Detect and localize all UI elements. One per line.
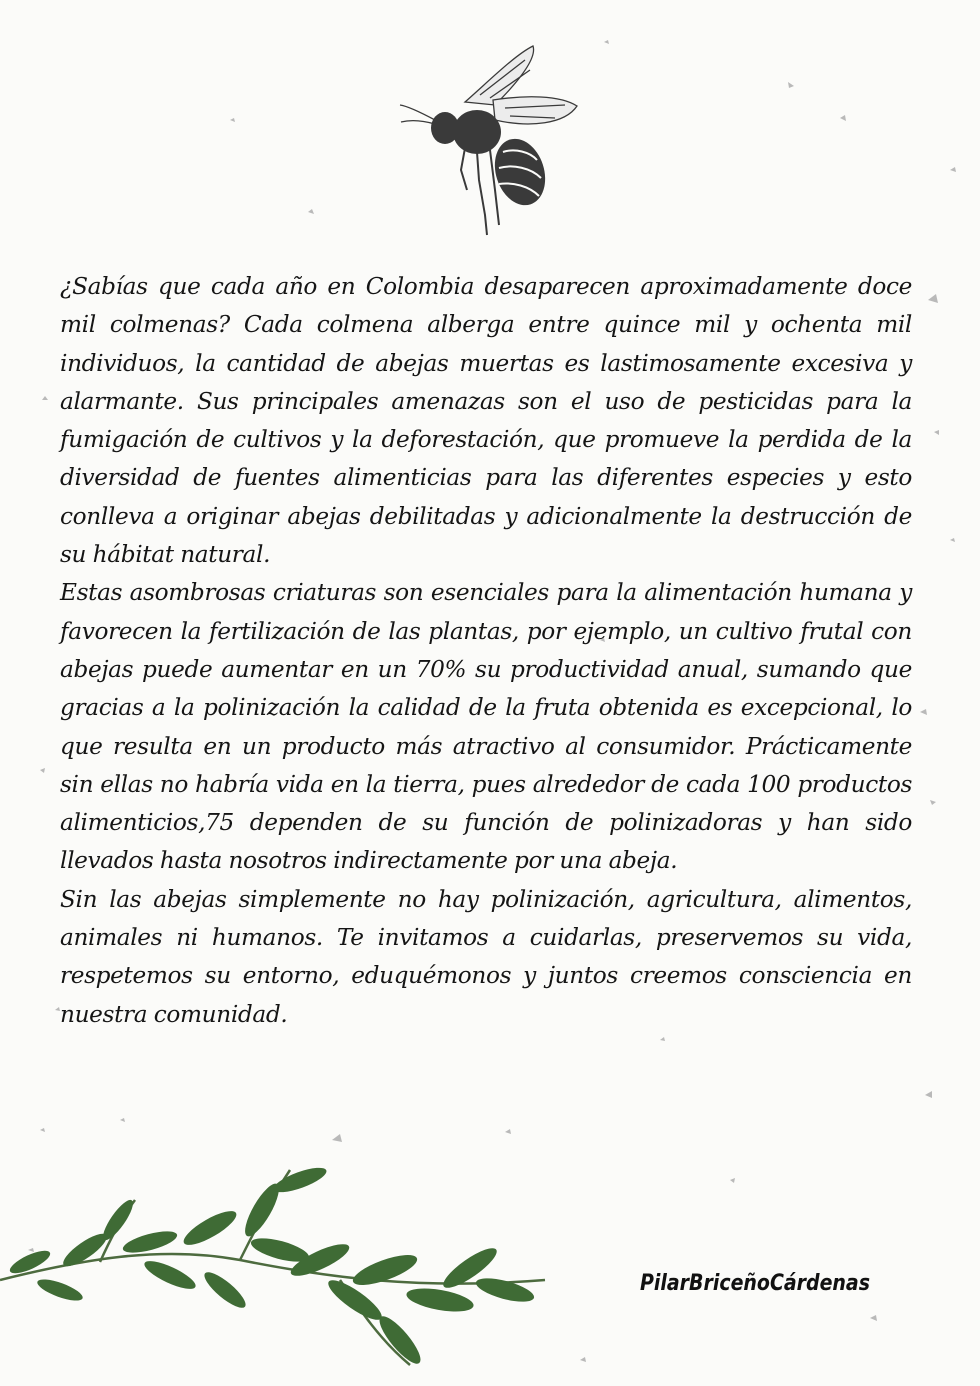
bee-illustration	[395, 40, 590, 240]
body-text	[60, 268, 912, 1034]
paragraph-1: ¿Sabías que cada año en Colombia desaparecen aproximadamente doce mil colmenas? Cada colmena alberga entre quince mil y ochenta mil individuos, la cantidad de abejas muertas es lastimosamente excesiva y alarmante. Sus principales amenazas son el uso de pesticidas para la fumigación de cultivos y la deforestación, que promueve la perdida de la diversidad de fuentes alimenticias para las diferentes especies y esto conlleva a originar abejas debilitadas y adicionalmente la destrucción de su hábitat natural.	[60, 273, 912, 569]
leafy-branch-illustration	[0, 1150, 560, 1380]
paragraph-3: Sin las abejas simplemente no hay polinización, agricultura, alimentos, animales ni humanos. Te invitamos a cuidarlas, preservemos su vida, respetemos su entorno, eduquémonos y juntos creemos consciencia en nuestra comunidad.	[60, 885, 912, 1028]
signature-text: PilarBriceñoCárdenas	[640, 1271, 870, 1296]
paragraph-2: Estas asombrosas criaturas son esenciales para la alimentación humana y favorecen la fertilización de las plantas, por ejemplo, un cultivo frutal con abejas puede aumentar en un 70% su productividad anual, sumando que gracias a la polinización la calidad de la fruta obtenida es excepcional, lo que resulta en un producto más atractivo al consumidor. Prácticamente sin ellas no habría vida en la tierra, pues alrededor de cada 100 productos alimenticios,75 dependen de su función de polinizadoras y han sido llevados hasta nosotros indirectamente por una abeja.	[60, 579, 912, 875]
signature	[640, 1240, 880, 1320]
